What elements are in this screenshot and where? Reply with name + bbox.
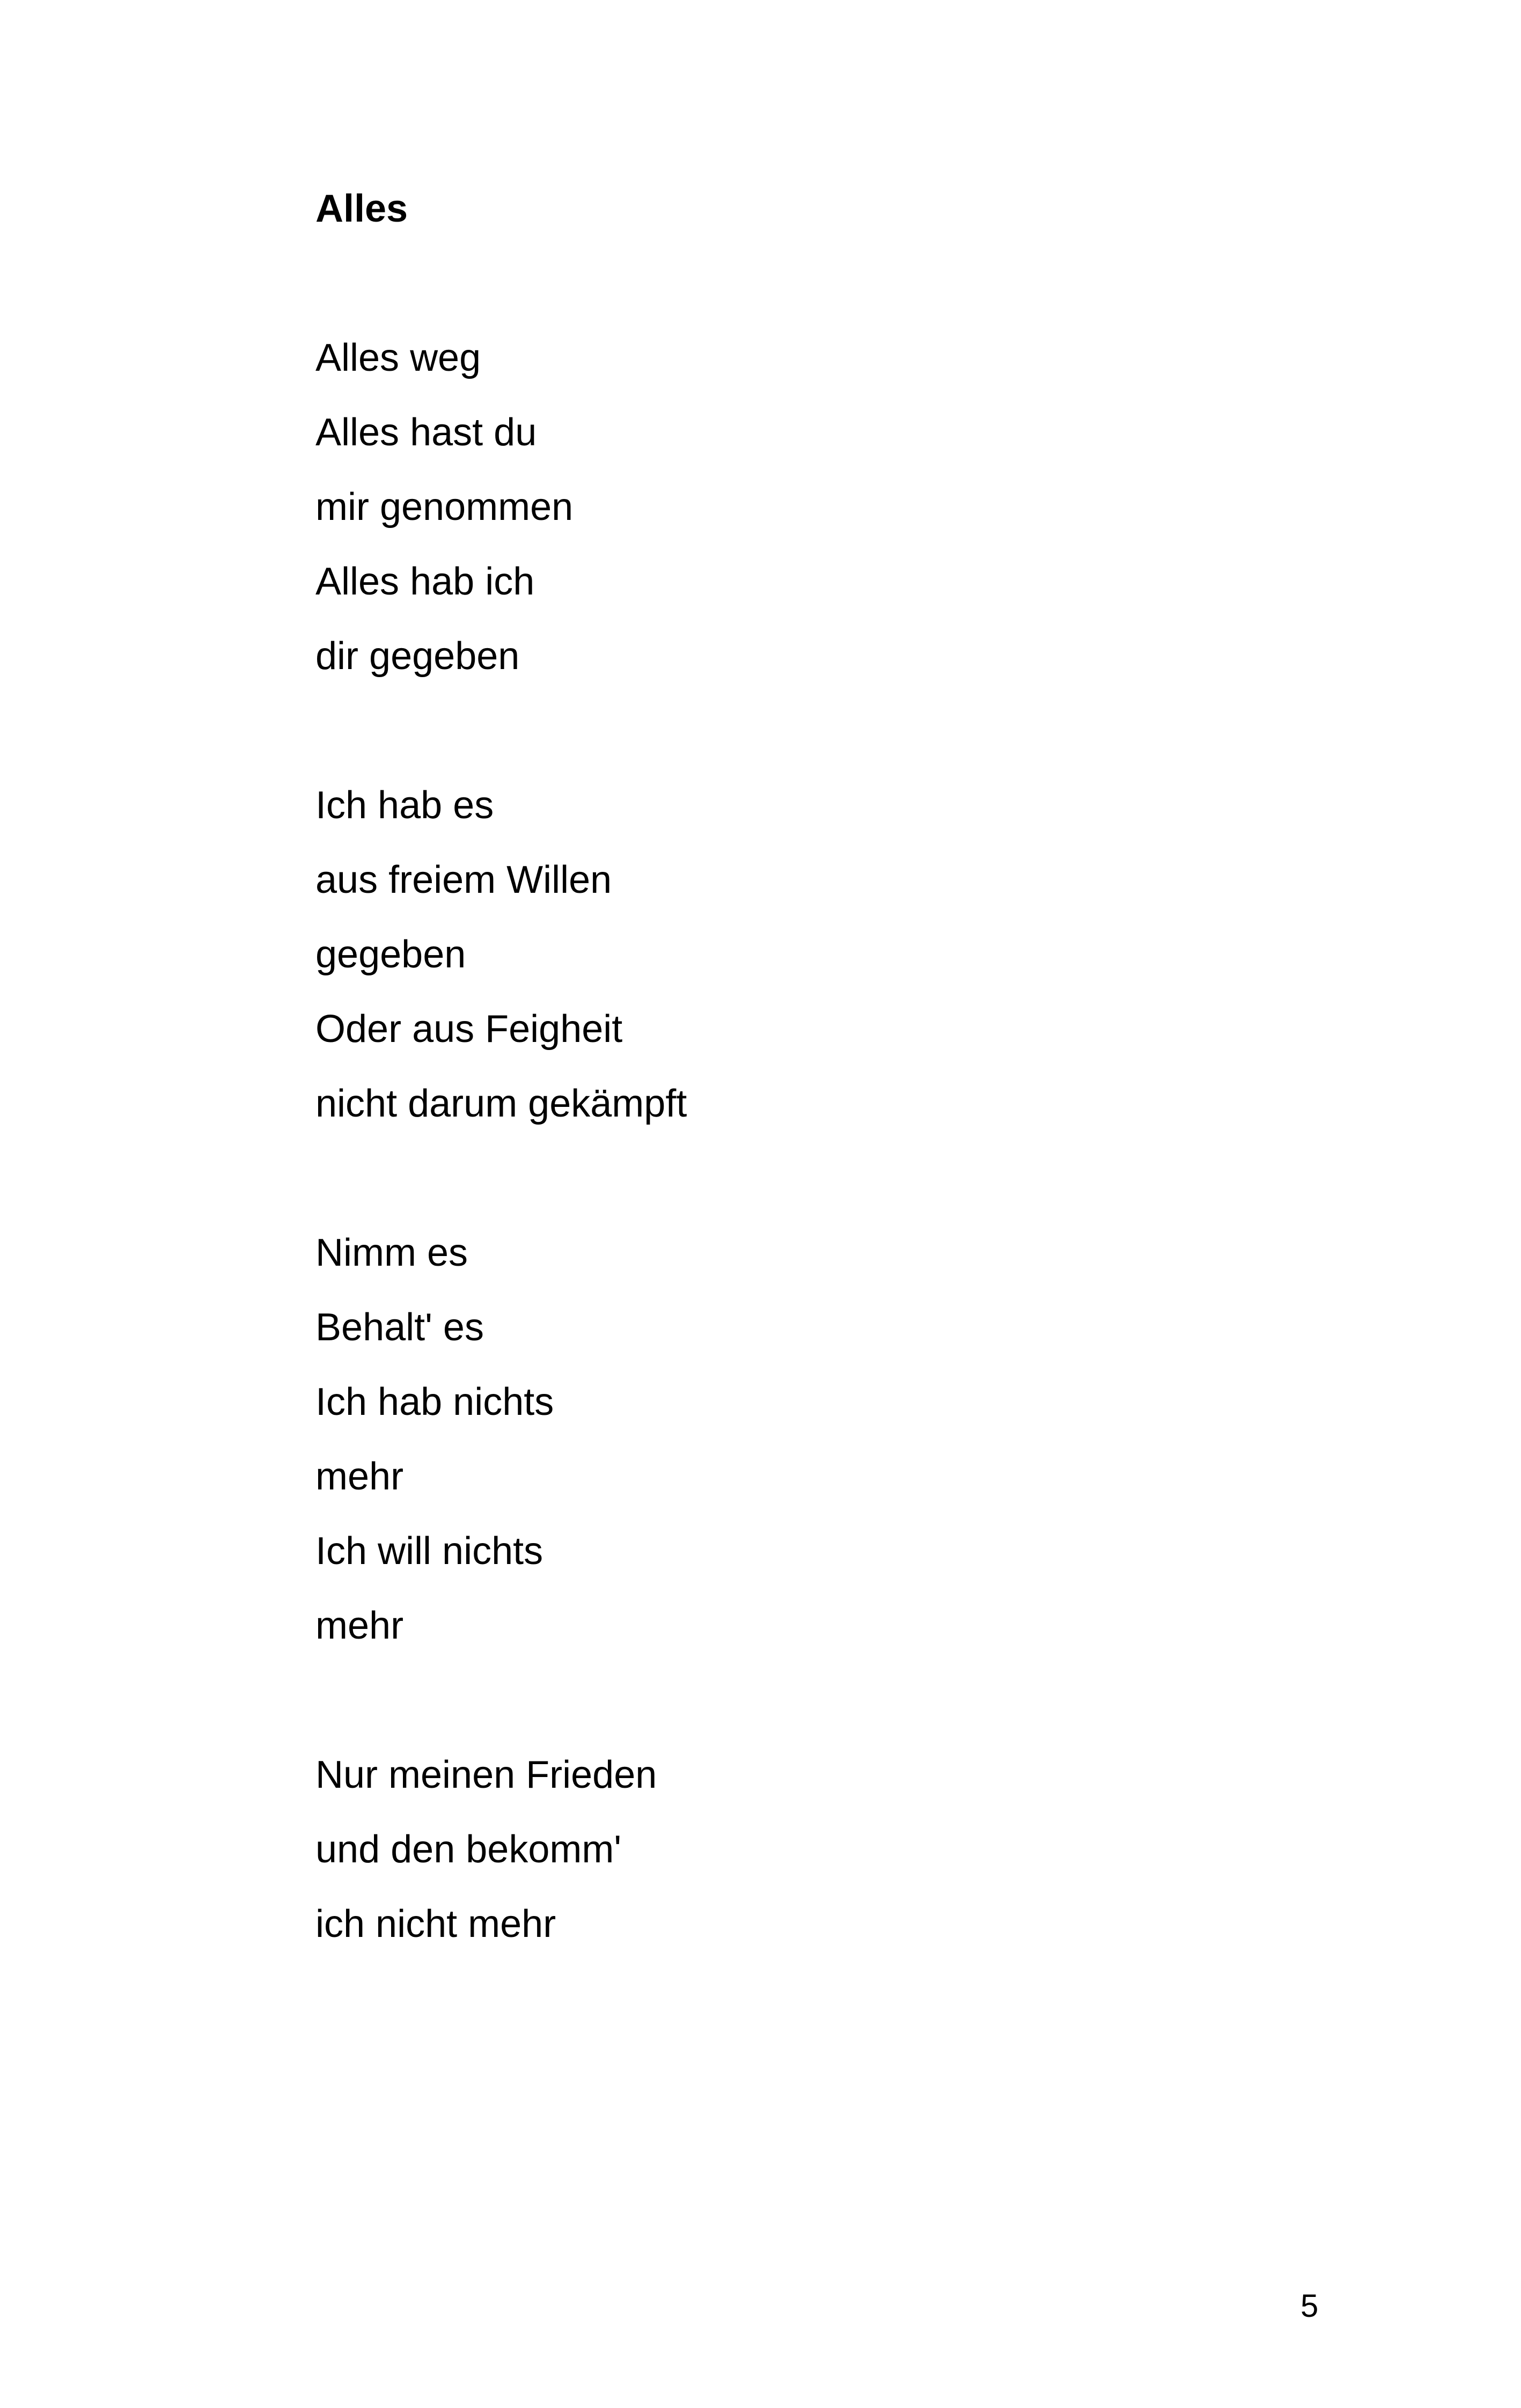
poem-line: Alles hast du	[315, 411, 537, 454]
poem-line: gegeben	[315, 933, 466, 976]
poem-line: Nimm es	[315, 1231, 468, 1274]
poem-line: und den bekomm'	[315, 1828, 622, 1871]
stanza-4	[315, 1738, 1335, 1962]
poem-line: Alles hab ich	[315, 560, 535, 603]
poem-line: Alles weg	[315, 336, 481, 379]
poem-line: dir gegeben	[315, 635, 520, 678]
poem-line: mehr	[315, 1604, 404, 1647]
poem-line: nicht darum gekämpft	[315, 1082, 687, 1125]
poem-line: mir genommen	[315, 486, 574, 528]
stanza-3	[315, 1216, 1335, 1663]
poem-line: Nur meinen Frieden	[315, 1753, 657, 1796]
page-number: 5	[1300, 2288, 1319, 2324]
poem-line: Ich hab nichts	[315, 1381, 554, 1423]
title-spacer	[315, 246, 1335, 321]
poem-line: aus freiem Willen	[315, 858, 612, 901]
poem-line: Behalt' es	[315, 1306, 484, 1349]
stanza-spacer	[315, 1141, 1335, 1216]
poem-line: mehr	[315, 1455, 404, 1498]
stanza-spacer	[315, 694, 1335, 768]
poem-line: ich nicht mehr	[315, 1903, 556, 1946]
poem-title: Alles	[315, 187, 408, 230]
stanza-1	[315, 321, 1335, 694]
poem	[315, 172, 1335, 1962]
poem-line: Oder aus Feigheit	[315, 1008, 623, 1051]
stanza-spacer	[315, 1663, 1335, 1738]
poem-line: Ich will nichts	[315, 1530, 543, 1573]
stanza-2	[315, 768, 1335, 1141]
poem-line: Ich hab es	[315, 784, 494, 827]
